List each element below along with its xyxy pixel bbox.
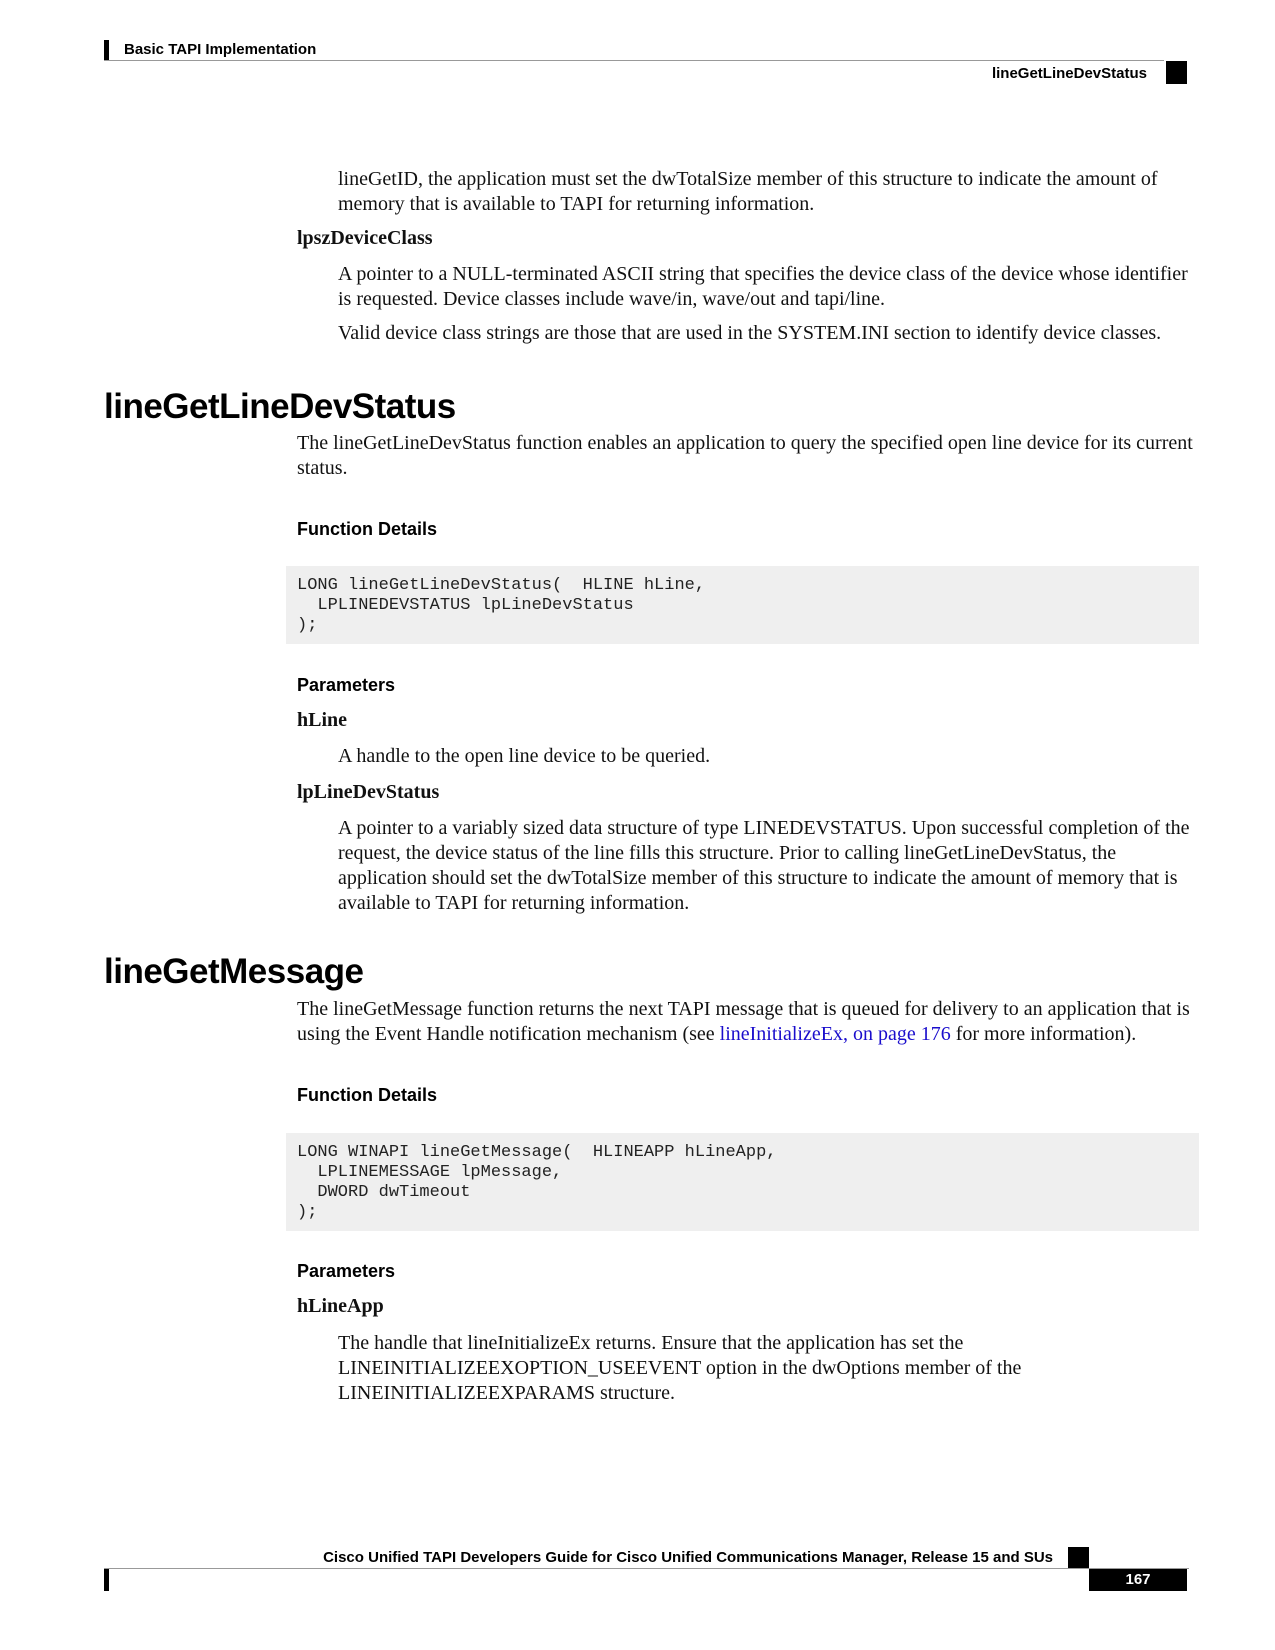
section-title-linegetlinedevstatus: lineGetLineDevStatus	[104, 387, 456, 426]
function-details-heading: Function Details	[297, 519, 438, 539]
section-description: The lineGetLineDevStatus function enables an application to query the specified open line device for its current status.	[297, 432, 1193, 479]
footer-divider	[104, 1568, 1189, 1569]
cross-reference-link[interactable]: lineInitializeEx, on page 176	[719, 1023, 951, 1045]
param-description: A pointer to a NULL-terminated ASCII string that specifies the device class of the device whose identifier is requested. Device classes include wave/in, wave/out and tapi/line.	[338, 263, 1188, 310]
description-text: for more information).	[950, 1023, 1137, 1045]
function-details-heading: Function Details	[297, 1085, 438, 1105]
param-description: The handle that lineInitializeEx returns. Ensure that the application has set the LINEINITIALIZEEXOPTION_USEEVENT option in the dwOptions member of the LINEINITIALIZEEXPARAMS structure.	[338, 1332, 1022, 1404]
param-description: A handle to the open line device to be queried.	[338, 745, 711, 767]
description-text: The lineGetMessage function returns the next TAPI message that is queued for delivery to an application that is using the Event Handle notification mechanism (see	[297, 998, 1190, 1045]
parameters-heading: Parameters	[297, 675, 396, 695]
footer-marker	[104, 1569, 109, 1591]
header-divider	[104, 60, 1164, 61]
param-name-lpszdeviceclass: lpszDeviceClass	[297, 227, 433, 249]
header-marker	[104, 40, 109, 60]
footer-tab-marker	[1068, 1547, 1089, 1568]
param-name-lplinedevstatus: lpLineDevStatus	[297, 781, 440, 803]
running-header-chapter: Basic TAPI Implementation	[124, 41, 317, 58]
section-title-linegetmessage: lineGetMessage	[104, 952, 364, 991]
code-block-linegetmessage: LONG WINAPI lineGetMessage( HLINEAPP hLineApp, LPLINEMESSAGE lpMessage, DWORD dwTimeout );	[286, 1133, 1199, 1231]
page-number: 167	[1089, 1569, 1187, 1591]
param-description: A pointer to a variably sized data structure of type LINEDEVSTATUS. Upon successful completion of the request, the device status of the line fills this structure. Prior to calling lineGetLineDevStatus, the application should set the dwTotalSize member of this structure to indicate the amount of memory that is available to TAPI for returning information.	[338, 817, 1190, 914]
param-name-hline: hLine	[297, 709, 348, 731]
param-name-hlineapp: hLineApp	[297, 1295, 384, 1317]
header-tab-marker	[1166, 61, 1187, 84]
section-description	[297, 997, 1197, 1047]
running-header-section: lineGetLineDevStatus	[991, 65, 1147, 82]
running-footer-title: Cisco Unified TAPI Developers Guide for Cisco Unified Communications Manager, Release 15 and SUs	[323, 1549, 1053, 1566]
param-description: Valid device class strings are those that are used in the SYSTEM.INI section to identify device classes.	[338, 322, 1162, 344]
parameters-heading: Parameters	[297, 1261, 396, 1281]
code-block-linegetlinedevstatus: LONG lineGetLineDevStatus( HLINE hLine, LPLINEDEVSTATUS lpLineDevStatus );	[286, 566, 1199, 644]
continuation-paragraph: lineGetID, the application must set the dwTotalSize member of this structure to indicate the amount of memory that is available to TAPI for returning information.	[338, 168, 1158, 215]
